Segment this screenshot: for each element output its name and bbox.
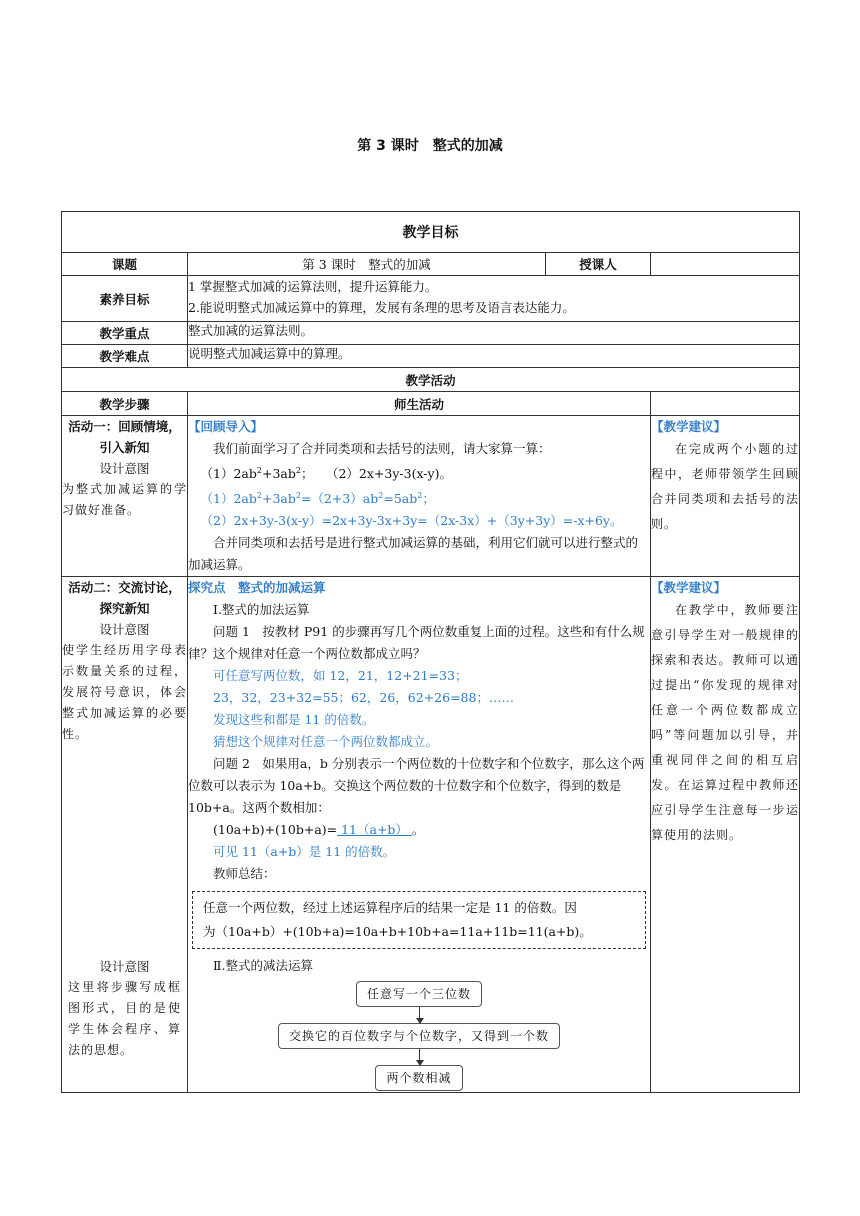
flow-arrow-2 xyxy=(419,1049,420,1065)
flow-step-2: 交换它的百位数字与个位数字，又得到一个数 xyxy=(278,1023,560,1049)
subtraction-subheading: Ⅱ.整式的减法运算 xyxy=(213,958,313,974)
explore-heading: 探究点 整式的加减运算 xyxy=(188,580,326,596)
activity1-suggestion xyxy=(651,416,800,577)
flowchart xyxy=(188,981,650,1091)
summary-label: 教师总结： xyxy=(213,866,276,882)
sum-answer-blank: 11（a+b） xyxy=(337,822,412,838)
activity1-side xyxy=(62,416,188,577)
key-label: 教学重点 xyxy=(62,322,188,345)
activity2-suggestion xyxy=(651,577,800,1093)
activity-title: 教学活动 xyxy=(62,368,800,392)
addition-subheading: Ⅰ.整式的加法运算 xyxy=(213,602,310,618)
answer-line-2: 23，32，23+32=55；62，26，62+26=88；…… xyxy=(213,690,514,706)
literacy-label: 素养目标 xyxy=(62,276,188,322)
difficulty-value: 说明整式加减运算中的算理。 xyxy=(188,345,800,368)
sum-expression: (10a+b)+(10b+a)= 11（a+b） 。 xyxy=(213,822,425,838)
problem-2: 问题 2 如果用a，b 分别表示一个两位数的十位数字和个位数字，那么这个两位数可以表示为 10a+b。交换这个两位数的十位数字和个位数字，得到的数是 10b+a。这两个数相加： xyxy=(188,756,645,816)
summary-line-2: 为（10a+b）+(10b+a)=10a+b+10b+a=11a+11b=11(a+b)。 xyxy=(203,924,592,940)
activity2-design-text-2: 这里将步骤写成框图形式，目的是使学生体会程序、算法的思想。 xyxy=(68,980,181,1058)
activity1-suggestion-text: 在完成两个小题的过程中，老师带领学生回顾合并同类项和去括号的法则。 xyxy=(651,442,799,531)
activity1-design-text: 为整式加减运算的学习做好准备。 xyxy=(62,482,187,517)
activity2-title-a: 活动二：交流讨论， xyxy=(68,580,181,596)
activity2-title-b: 探究新知 xyxy=(99,601,150,617)
activity1-suggestion-title: 【教学建议】 xyxy=(651,419,727,434)
summary-line-1: 任意一个两位数，经过上述运算程序后的结果一定是 11 的倍数。因 xyxy=(203,900,577,916)
activity2-design-label-2: 设计意图 xyxy=(99,959,150,975)
answer-line-5: 可见 11（a+b）是 11 的倍数。 xyxy=(213,844,396,860)
difficulty-label: 教学难点 xyxy=(62,345,188,368)
activity1-title-b: 引入新知 xyxy=(99,440,150,455)
answer-line-3: 发现这些和都是 11 的倍数。 xyxy=(213,712,375,728)
answer-line-4: 猜想这个规律对任意一个两位数都成立。 xyxy=(213,734,439,750)
review-conclusion: 合并同类项和去括号是进行整式加减运算的基础，利用它们就可以进行整式的加减运算。 xyxy=(188,535,639,573)
problem-1: 问题 1 按教材 P91 的步骤再写几个两位数重复上面的过程。这些和有什么规律？这个规律对任意一个两位数都成立吗？ xyxy=(188,624,645,662)
activity1-content xyxy=(188,416,651,577)
lesson-plan-table xyxy=(61,211,800,1093)
flow-arrow-1 xyxy=(419,1007,420,1023)
key-value: 整式加减的运算法则。 xyxy=(188,322,800,345)
review-answer-2: （2）2x+3y-3(x-y）=2x+3y-3x+3y=（2x-3x）+（3y+3y）=-x+6y。 xyxy=(200,513,623,529)
activity1-design-label: 设计意图 xyxy=(99,461,150,476)
answer-line-1: 可任意写两位数，如 12，21，12+21=33； xyxy=(213,668,468,684)
review-intro: 我们前面学习了合并同类项和去括号的法则，请大家算一算： xyxy=(213,441,551,456)
activity2-design-label: 设计意图 xyxy=(99,622,150,638)
teacher-student-label: 师生活动 xyxy=(188,392,651,416)
literacy-goal-2: 2.能说明整式加减运算中的算理，发展有条理的思考及语言表达能力。 xyxy=(188,300,575,315)
activity2-side xyxy=(62,577,188,1093)
activity1-title-a: 活动一：回顾情境， xyxy=(68,419,181,434)
flow-step-1: 任意写一个三位数 xyxy=(356,981,482,1007)
steps-label: 教学步骤 xyxy=(62,392,188,416)
review-answer-1: $(1)2ab^2+3ab^2=(2+3)ab^2=5ab^2$； xyxy=(200,491,435,507)
activity2-suggestion-title: 【教学建议】 xyxy=(651,580,727,596)
page-title: 第 3 课时 整式的加减 xyxy=(357,138,503,154)
review-tag: 【回顾导入】 xyxy=(188,419,264,434)
literacy-goal-1: 1 掌握整式加减的运算法则，提升运算能力。 xyxy=(188,279,438,294)
activity2-design-text: 使学生经历用字母表示数量关系的过程，发展符号意识，体会整式加减运算的必要性。 xyxy=(62,643,187,742)
review-questions: $(1)2ab^2+3ab^2$； （2）2x+3y-3(x-y)。 xyxy=(200,466,452,482)
topic-label: 课题 xyxy=(62,253,188,276)
activity2-suggestion-text: 在教学中，教师要注意引导学生对一般规律的探索和表达。教师可以通过提出“你发现的规律对任意一个两位数都成立吗”等问题加以引导，并重视同伴之间的相互启发。在运算过程中教师还应引导学生注意每一步运算使用的法则。 xyxy=(651,603,799,843)
summary-box xyxy=(192,891,646,949)
section-title: 教学目标 xyxy=(62,212,800,253)
topic-value: 第 3 课时 整式的加减 xyxy=(188,253,546,276)
teacher-label: 授课人 xyxy=(546,253,651,276)
activity2-content xyxy=(188,577,651,1093)
teacher-value xyxy=(651,253,800,276)
flow-step-3: 两个数相减 xyxy=(375,1065,462,1091)
